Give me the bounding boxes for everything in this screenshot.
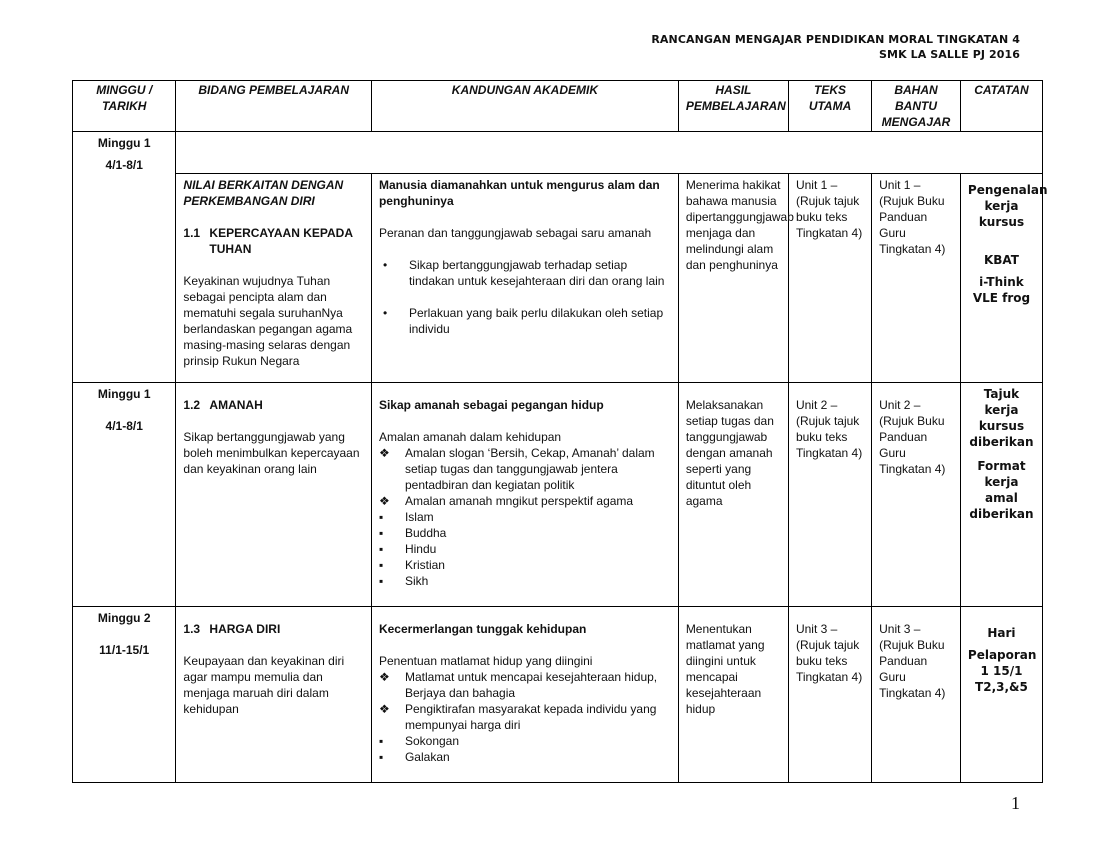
hasil-cell: Melaksanakan setiap tugas dan tanggungjawab dengan amanah seperti yang dituntut oleh agama	[678, 383, 788, 607]
list-item-text: Pengiktirafan masyarakat kepada individu yang mempunyai harga diri	[404, 702, 657, 732]
empty-band-cell	[176, 132, 1043, 174]
catatan-note: KBAT	[983, 253, 1019, 267]
week-dates: 4/1-8/1	[105, 158, 143, 172]
bidang-subheading	[183, 621, 364, 637]
document-subtitle: SMK LA SALLE PJ 2016	[879, 48, 1020, 61]
page-number: 1	[1011, 793, 1020, 813]
list-item-text: Matlamat untuk mencapai kesejahteraan hidup, Berjaya dan bahagia	[404, 670, 658, 700]
bidang-number: 1.1	[183, 226, 201, 240]
week-dates: 4/1-8/1	[105, 419, 143, 433]
kandungan-list	[379, 669, 671, 765]
list-item-text: Amalan amanah mngikut perspektif agama	[404, 494, 634, 508]
week-label: Minggu 2	[97, 611, 151, 625]
teks-cell: Unit 2 – (Rujuk tajuk buku teks Tingkatan 4)	[788, 383, 871, 607]
bidang-number: 1.2	[183, 398, 201, 412]
square-bullet-icon: ▪	[378, 558, 384, 572]
square-bullet-icon: ▪	[378, 542, 384, 556]
list-item-text: Kristian	[404, 558, 445, 572]
square-bullet-icon: ▪	[378, 510, 384, 524]
list-item	[379, 493, 671, 509]
bullet-icon: •	[382, 258, 388, 272]
bidang-subheading	[183, 225, 364, 257]
kandungan-intro: Penentuan matlamat hidup yang diingini	[378, 654, 593, 668]
kandungan-title: Kecermerlangan tunggak kehidupan	[378, 622, 587, 636]
diamond-bullet-icon: ❖	[378, 670, 390, 684]
document-title: RANCANGAN MENGAJAR PENDIDIKAN MORAL TINGKATAN 4	[651, 33, 1020, 46]
column-header-catatan: CATATAN	[960, 81, 1042, 132]
list-item	[379, 573, 671, 589]
bidang-subheading	[183, 397, 364, 413]
list-item	[379, 701, 671, 733]
table-row-spacer	[73, 132, 1043, 174]
column-header-kandungan: KANDUNGAN AKADEMIK	[371, 81, 678, 132]
week-label: Minggu 1	[97, 387, 151, 401]
table-header-row	[73, 81, 1043, 132]
column-header-bidang: BIDANG PEMBELAJARAN	[176, 81, 372, 132]
list-item-text: Sokongan	[404, 734, 460, 748]
kandungan-title: Manusia diamanahkan untuk mengurus alam dan penghuninya	[378, 178, 660, 208]
kandungan-cell	[371, 174, 678, 383]
kandungan-list	[379, 445, 671, 589]
list-item	[379, 749, 671, 765]
table-row	[73, 383, 1043, 607]
square-bullet-icon: ▪	[378, 526, 384, 540]
column-header-minggu: MINGGU / TARIKH	[73, 81, 176, 132]
kandungan-list	[379, 257, 671, 337]
bidang-description: Sikap bertanggungjawab yang boleh menimbulkan kepercayaan dan keyakinan orang lain	[183, 430, 360, 476]
column-header-hasil: HASIL PEMBELAJARAN	[678, 81, 788, 132]
list-item-text: Perlakuan yang baik perlu dilakukan oleh setiap individu	[408, 306, 664, 336]
table-row	[73, 607, 1043, 783]
bidang-cell	[176, 607, 372, 783]
list-item	[379, 509, 671, 525]
catatan-note: i-Think VLE frog	[972, 275, 1031, 305]
list-item	[379, 525, 671, 541]
list-item-text: Islam	[404, 510, 434, 524]
list-item	[379, 541, 671, 557]
list-item-text: Sikap bertanggungjawab terhadap setiap tindakan untuk kesejahteraan diri dan orang lain	[408, 258, 665, 288]
catatan-cell	[960, 607, 1042, 783]
hasil-cell: Menentukan matlamat yang diingini untuk mencapai kesejahteraan hidup	[678, 607, 788, 783]
list-item-text: Sikh	[404, 574, 429, 588]
catatan-note: Pengenalan kerja kursus	[967, 183, 1048, 229]
diamond-bullet-icon: ❖	[378, 446, 390, 460]
bahan-cell: Unit 1 – (Rujuk Buku Panduan Guru Tingkatan 4)	[872, 174, 961, 383]
bidang-cell	[176, 383, 372, 607]
kandungan-intro: Peranan dan tanggungjawab sebagai saru amanah	[378, 226, 652, 240]
column-header-teks: TEKS UTAMA	[788, 81, 871, 132]
kandungan-intro: Amalan amanah dalam kehidupan	[378, 430, 562, 444]
list-item-text: Galakan	[404, 750, 450, 764]
square-bullet-icon: ▪	[378, 574, 384, 588]
catatan-note: Pelaporan 1 15/1 T2,3,&5	[967, 648, 1037, 694]
bahan-cell: Unit 3 – (Rujuk Buku Panduan Guru Tingkatan 4)	[872, 607, 961, 783]
bidang-title: KEPERCAYAAN KEPADA TUHAN	[209, 226, 353, 256]
teks-cell: Unit 3 – (Rujuk tajuk buku teks Tingkatan 4)	[788, 607, 871, 783]
list-item	[379, 445, 671, 493]
list-item	[379, 257, 671, 289]
bidang-number: 1.3	[183, 622, 201, 636]
square-bullet-icon: ▪	[378, 734, 384, 748]
list-item	[379, 557, 671, 573]
list-item-text: Buddha	[404, 526, 447, 540]
column-header-bahan: BAHAN BANTU MENGAJAR	[872, 81, 961, 132]
lesson-plan-table	[72, 80, 1048, 783]
bidang-title: HARGA DIRI	[209, 622, 281, 636]
hasil-cell: Menerima hakikat bahawa manusia dipertanggungjawab menjaga dan melindungi alam dan penghuninya	[678, 174, 788, 383]
list-item	[379, 733, 671, 749]
catatan-note: Hari	[987, 626, 1016, 640]
week-cell	[73, 132, 176, 383]
kandungan-cell	[371, 607, 678, 783]
catatan-cell	[960, 174, 1048, 383]
kandungan-title: Sikap amanah sebagai pegangan hidup	[378, 398, 604, 412]
teks-cell: Unit 1 – (Rujuk tajuk buku teks Tingkatan 4)	[788, 174, 871, 383]
bidang-description: Keyakinan wujudnya Tuhan sebagai pencipta alam dan mematuhi segala suruhanNya berlandaskan pegangan agama masing-masing selaras dengan prinsip Rukun Negara	[183, 274, 353, 368]
diamond-bullet-icon: ❖	[378, 494, 390, 508]
week-label: Minggu 1	[97, 136, 151, 150]
catatan-note: Format kerja amal diberikan	[969, 459, 1034, 521]
week-cell	[73, 383, 176, 607]
list-item-text: Amalan slogan ‘Bersih, Cekap, Amanah’ dalam setiap tugas dan tanggungjawab jentera pentadbiran dan kegiatan politik	[404, 446, 655, 492]
week-cell	[73, 607, 176, 783]
kandungan-cell	[371, 383, 678, 607]
list-item	[379, 305, 671, 337]
list-item	[379, 669, 671, 701]
bidang-theme: NILAI BERKAITAN DENGAN PERKEMBANGAN DIRI	[183, 178, 344, 208]
bidang-title: AMANAH	[209, 398, 263, 412]
bidang-cell	[176, 174, 372, 383]
diamond-bullet-icon: ❖	[378, 702, 390, 716]
table-row	[73, 174, 1043, 383]
bahan-cell: Unit 2 – (Rujuk Buku Panduan Guru Tingkatan 4)	[872, 383, 961, 607]
catatan-cell	[960, 383, 1042, 607]
list-item-text: Hindu	[404, 542, 437, 556]
square-bullet-icon: ▪	[378, 750, 384, 764]
bullet-icon: •	[382, 306, 388, 320]
week-dates: 11/1-15/1	[99, 643, 150, 657]
bidang-description: Keupayaan dan keyakinan diri agar mampu memulia dan menjaga maruah diri dalam kehidupan	[183, 654, 345, 716]
catatan-note: Tajuk kerja kursus diberikan	[969, 387, 1034, 449]
document-header	[651, 32, 1020, 62]
